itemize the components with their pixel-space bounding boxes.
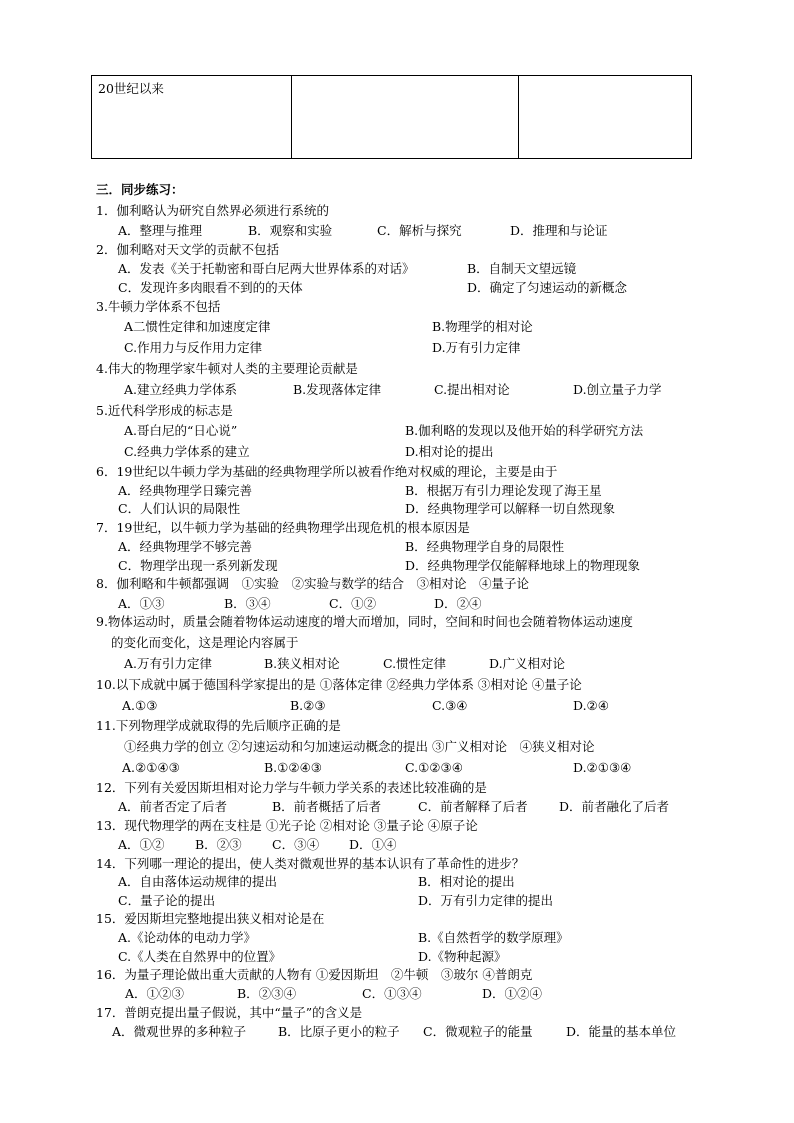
option: C．解析与探究 (377, 223, 462, 238)
option: C．微观粒子的能量 (423, 1024, 533, 1039)
option: D.《物种起源》 (418, 949, 507, 964)
question-stem: 6．19世纪以牛顿力学为基础的经典物理学所以被看作绝对权威的理论，主要是由于 (96, 464, 558, 479)
option: D．前者融化了后者 (559, 799, 670, 814)
option: B．前者概括了后者 (272, 799, 382, 814)
history-table (91, 75, 692, 159)
option: D.②①③④ (573, 760, 632, 775)
option: C．物理学出现一系列新发现 (118, 558, 278, 573)
section-title: 三．同步练习： (96, 182, 184, 197)
table-cell-blank (519, 76, 692, 159)
option: B．②③ (195, 837, 242, 852)
option: D.广义相对论 (489, 656, 566, 671)
option: C．发现许多肉眼看不到的的天体 (118, 280, 303, 295)
option: D．①②④ (482, 986, 543, 1001)
option: B.①②④③ (264, 760, 322, 775)
option: B.发现落体定律 (293, 382, 382, 397)
option: D.万有引力定律 (432, 340, 521, 355)
table-cell-period: 20世纪以来 (92, 76, 292, 159)
option: B.《自然哲学的数学原理》 (418, 930, 569, 945)
option: D．确定了匀速运动的新概念 (467, 280, 628, 295)
option: D．②④ (434, 596, 482, 611)
option: A．经典物理学不够完善 (118, 539, 253, 554)
option: A．自由落体运动规律的提出 (118, 874, 278, 889)
option: B．③④ (224, 596, 271, 611)
question-stem: 12．下列有关爱因斯坦相对论力学与牛顿力学关系的表述比较准确的是 (96, 780, 487, 795)
question-stem: 13．现代物理学的两在支柱是 ①光子论 ②相对论 ③量子论 ④原子论 (96, 818, 478, 833)
option: C.经典力学体系的建立 (124, 444, 250, 459)
question-stem: 17．普朗克提出量子假说，其中“量子”的含义是 (96, 1005, 363, 1020)
question-stem-continued: 的变化而变化，这是理论内容属于 (111, 635, 299, 650)
option: C．前者解释了后者 (418, 799, 528, 814)
option: B.物理学的相对论 (432, 319, 533, 334)
option: B.②③ (290, 698, 326, 713)
option: B．根据万有引力理论发现了海王星 (405, 483, 602, 498)
question-stem: 16．为量子理论做出重大贡献的人物有 ①爱因斯坦 ②牛顿 ③玻尔 ④普朗克 (96, 967, 533, 982)
option: A.建立经典力学体系 (124, 382, 238, 397)
question-stem: 2．伽利略对天文学的贡献不包括 (96, 242, 279, 257)
question-stem: 4.伟大的物理学家牛顿对人类的主要理论贡献是 (96, 361, 358, 376)
option: D．推理和与论证 (510, 223, 608, 238)
option: C.提出相对论 (434, 382, 510, 397)
option: A．发表《关于托勒密和哥白尼两大世界体系的对话》 (118, 261, 415, 276)
option: A．①②③ (125, 986, 185, 1001)
option: C.①②③④ (405, 760, 463, 775)
option: B．经典物理学自身的局限性 (405, 539, 565, 554)
option: B.狭义相对论 (264, 656, 340, 671)
option: A．前者否定了后者 (118, 799, 228, 814)
option: A.万有引力定律 (124, 656, 213, 671)
question-stem: 1．伽利略认为研究自然界必须进行系统的 (96, 203, 329, 218)
option: A.②①④③ (122, 760, 180, 775)
question-stem: 9.物体运动时，质量会随着物体运动速度的增大而增加，同时，空间和时间也会随着物体运动速度 (96, 614, 633, 629)
question-stem: 8．伽利略和牛顿都强调 ①实验 ②实验与数学的结合 ③相对论 ④量子论 (96, 576, 529, 591)
question-stem: 10.以下成就中属于德国科学家提出的是 ①落体定律 ②经典力学体系 ③相对论 ④量子论 (96, 677, 582, 692)
table-cell-blank (292, 76, 519, 159)
option: D．万有引力定律的提出 (418, 893, 554, 908)
option: B．②③④ (237, 986, 297, 1001)
option: C.③④ (432, 698, 468, 713)
option: C.惯性定律 (383, 656, 447, 671)
option: C．量子论的提出 (118, 893, 216, 908)
option: D.相对论的提出 (405, 444, 494, 459)
option: C．人们认识的局限性 (118, 501, 241, 516)
option: D.创立量子力学 (573, 382, 662, 397)
option: A．整理与推理 (118, 223, 203, 238)
option: D．①④ (349, 837, 397, 852)
option: B．比原子更小的粒子 (278, 1024, 400, 1039)
option: C.作用力与反作用力定律 (124, 340, 263, 355)
option: A.①③ (122, 698, 158, 713)
question-stem: 11.下列物理学成就取得的先后顺序正确的是 (96, 718, 341, 733)
option: B．自制天文望远镜 (467, 261, 577, 276)
question-stem-continued: ①经典力学的创立 ②匀速运动和匀加速运动概念的提出 ③广义相对论 ④狭义相对论 (124, 739, 595, 754)
option: C．①② (329, 596, 377, 611)
option: A.《论动体的电动力学》 (118, 930, 257, 945)
option: D.②④ (573, 698, 609, 713)
option: C．①③④ (362, 986, 422, 1001)
question-stem: 7．19世纪，以牛顿力学为基础的经典物理学出现危机的根本原因是 (96, 520, 470, 535)
option: C.《人类在自然界中的位置》 (118, 949, 282, 964)
option: D．能量的基本单位 (566, 1024, 677, 1039)
option: A．微观世界的多种粒子 (112, 1024, 247, 1039)
option: A二惯性定律和加速度定律 (124, 319, 271, 334)
option: D．经典物理学可以解释一切自然现象 (405, 501, 616, 516)
option: A.哥白尼的“日心说” (124, 423, 238, 438)
question-stem: 3.牛顿力学体系不包括 (96, 299, 221, 314)
option: A．经典物理学日臻完善 (118, 483, 253, 498)
option: B.伽利略的发现以及他开始的科学研究方法 (405, 423, 644, 438)
option: A．①② (118, 837, 165, 852)
option: A．①③ (118, 596, 165, 611)
question-stem: 5.近代科学形成的标志是 (96, 403, 233, 418)
question-stem: 14．下列哪一理论的提出，使人类对微观世界的基本认识有了革命性的进步？ (96, 856, 525, 871)
table-row (92, 76, 692, 159)
option: D．经典物理学仅能解释地球上的物理现象 (405, 558, 641, 573)
option: B．相对论的提出 (418, 874, 515, 889)
question-stem: 15．爱因斯坦完整地提出狭义相对论是在 (96, 911, 325, 926)
option: B．观察和实验 (248, 223, 333, 238)
option: C．③④ (272, 837, 320, 852)
